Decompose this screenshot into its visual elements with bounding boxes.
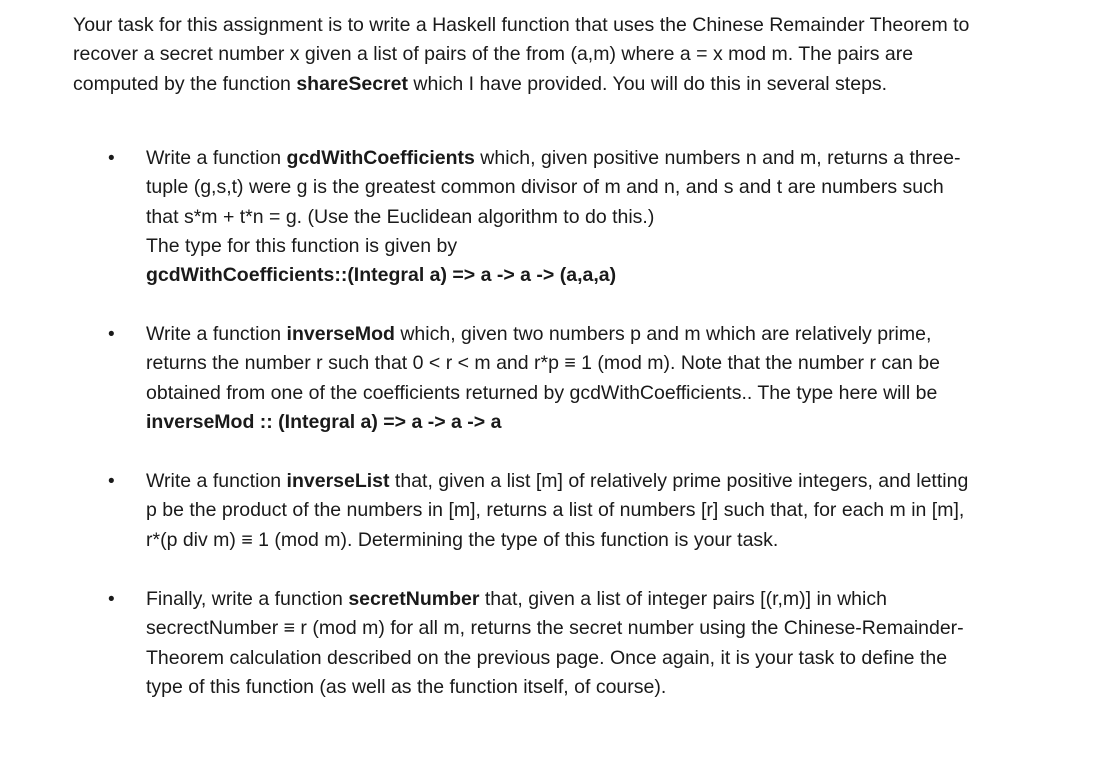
text-line <box>146 408 1026 437</box>
text-line <box>146 232 1026 261</box>
text-run: The type for this function is given by <box>146 234 458 257</box>
text-line <box>73 40 1083 69</box>
bold-term: shareSecret <box>296 72 408 95</box>
text-line <box>73 11 1083 40</box>
bullet-icon: • <box>108 589 115 610</box>
text-line <box>146 144 1026 173</box>
text-run: Write a function <box>146 323 287 345</box>
text-line <box>146 644 1026 673</box>
text-run: that, given a list of integer pairs [(r,m)] in which <box>479 588 887 610</box>
text-line <box>146 614 1026 643</box>
text-run: recover a secret number x given a list of pairs of the from (a,m) where a = x mod m. The pairs are <box>73 43 914 66</box>
bullet-text <box>146 320 1026 437</box>
bold-term: inverseList <box>286 470 390 492</box>
bullet-icon: • <box>108 471 115 492</box>
bullet-icon: • <box>108 148 115 169</box>
text-run: that s*m + t*n = g. (Use the Euclidean algorithm to do this.) <box>146 205 655 228</box>
text-run: tuple (g,s,t) were g is the greatest common divisor of m and n, and s and t are numbers such <box>146 176 944 199</box>
text-line <box>146 320 1026 349</box>
text-run: r*(p div m) ≡ 1 (mod m). Determining the type of this function is your task. <box>146 528 779 551</box>
text-line <box>146 349 1026 378</box>
text-run: Theorem calculation described on the previous page. Once again, it is your task to define the <box>146 646 948 669</box>
text-run: which, given two numbers p and m which are relatively prime, <box>394 323 932 345</box>
bold-term: inverseMod <box>286 323 395 345</box>
text-line <box>146 379 1026 408</box>
bullet-text <box>146 585 1026 702</box>
text-line <box>146 585 1026 614</box>
bullet-text <box>146 467 1026 555</box>
text-run: which I have provided. You will do this in several steps. <box>407 72 888 95</box>
text-run: Write a function <box>146 470 287 492</box>
text-line <box>146 173 1026 202</box>
text-run: which, given positive numbers n and m, returns a three- <box>474 147 961 169</box>
text-run: obtained from one of the coefficients returned by gcdWithCoefficients.. The type here will be <box>146 381 938 404</box>
text-run: Finally, write a function <box>146 588 349 610</box>
text-run: secrectNumber ≡ r (mod m) for all m, returns the secret number using the Chinese-Remainder- <box>146 617 964 640</box>
text-line <box>73 70 1083 99</box>
text-run: Your task for this assignment is to write a Haskell function that uses the Chinese Remainder Theorem to <box>73 14 970 36</box>
text-run: p be the product of the numbers in [m], returns a list of numbers [r] such that, for each m in [m], <box>146 499 965 522</box>
text-line <box>146 261 1026 290</box>
bullet-icon: • <box>108 324 115 345</box>
text-run: that, given a list [m] of relatively prime positive integers, and letting <box>389 470 969 492</box>
text-line <box>146 496 1026 525</box>
text-run: returns the number r such that 0 < r < m and r*p ≡ 1 (mod m). Note that the number r can be <box>146 352 940 375</box>
bold-term: secretNumber <box>348 588 480 610</box>
text-run: Write a function <box>146 147 287 169</box>
text-run: type of this function (as well as the function itself, of course). <box>146 675 667 698</box>
bold-term: inverseMod :: (Integral a) => a -> a -> a <box>146 410 502 433</box>
text-line <box>146 203 1026 232</box>
text-line <box>146 467 1026 496</box>
text-line <box>146 673 1026 702</box>
text-line <box>146 526 1026 555</box>
intro-paragraph <box>73 11 1083 99</box>
text-run: computed by the function <box>73 72 297 95</box>
bold-term: gcdWithCoefficients::(Integral a) => a -> a -> (a,a,a) <box>146 264 617 287</box>
bold-term: gcdWithCoefficients <box>286 147 475 169</box>
bullet-text <box>146 144 1026 290</box>
